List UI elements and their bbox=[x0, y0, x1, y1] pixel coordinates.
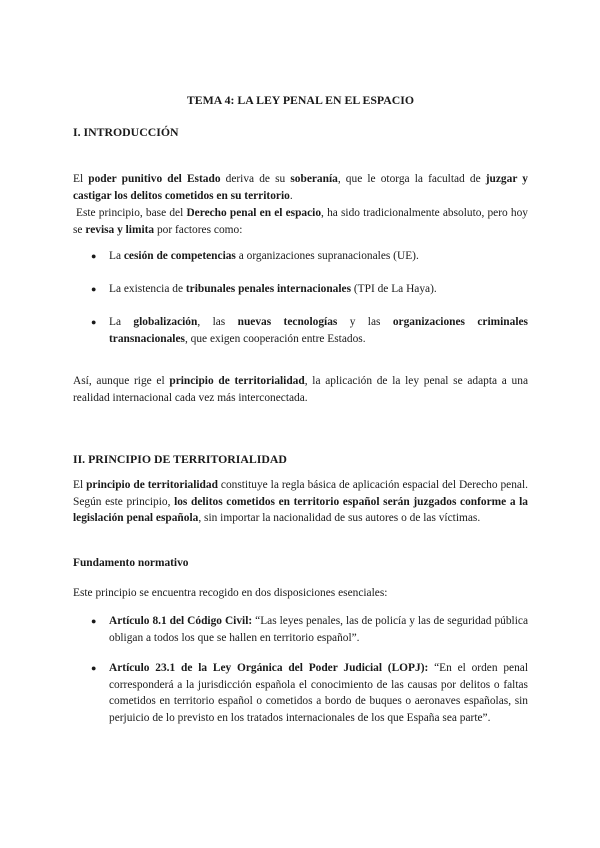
intro-paragraph-1 bbox=[73, 171, 528, 204]
text-run: “En el orden penal corresponderá a la jurisdicción española el conocimiento de las causas por delitos o faltas cometidos en territorio español o cometidos a bordo de buques o aeronaves españolas, sin perjuicio de lo previsto en los tratados internacionales de los que España sea parte”. bbox=[109, 662, 529, 724]
bold-text-run: poder punitivo del Estado bbox=[88, 173, 221, 185]
bullet-dot-icon: ● bbox=[91, 317, 97, 327]
text-run: , la aplicación de la ley penal se adapta a una realidad internacional cada vez más interconectada. bbox=[73, 375, 528, 404]
bullet-dot-icon: ● bbox=[91, 251, 97, 261]
text-run: El bbox=[73, 479, 87, 491]
text-run: por factores como: bbox=[154, 223, 243, 236]
territoriality-paragraph-1 bbox=[73, 477, 528, 527]
intro-bullet-2-text bbox=[109, 281, 528, 298]
bold-text-run: organizaciones criminales transnacionales bbox=[109, 316, 528, 345]
bold-text-run: principio de territorialidad bbox=[86, 479, 218, 491]
law-bullet-1-text bbox=[109, 613, 528, 646]
bold-text-run: nuevas tecnologías bbox=[237, 316, 338, 328]
bold-text-run: cesión de competencias bbox=[123, 250, 236, 262]
bold-text-run: los delitos cometidos en territorio español serán juzgados conforme a la legislación penal española bbox=[73, 495, 529, 525]
bullet-dot-icon: ● bbox=[91, 663, 97, 673]
text-run: Así, aunque rige el bbox=[73, 375, 170, 387]
text-run: . bbox=[289, 189, 293, 202]
intro-bullet-1-text bbox=[109, 248, 528, 265]
law-bullet-1 bbox=[73, 613, 528, 646]
text-run: y las bbox=[337, 316, 393, 328]
bold-text-run: principio de territorialidad bbox=[169, 375, 305, 387]
text-run: La existencia de bbox=[109, 283, 186, 295]
intro-bullet-2 bbox=[73, 281, 528, 298]
text-run: Este principio se encuentra recogido en dos disposiciones esenciales: bbox=[73, 587, 388, 599]
text-run: La bbox=[109, 316, 134, 328]
text-run: El bbox=[73, 173, 89, 185]
text-run: , las bbox=[197, 316, 238, 328]
intro-paragraph-3 bbox=[73, 373, 528, 406]
intro-bullet-3 bbox=[73, 314, 528, 347]
territoriality-paragraph-2 bbox=[73, 585, 528, 602]
bullet-dot-icon: ● bbox=[91, 284, 97, 294]
text-run: Este principio, base del bbox=[76, 207, 187, 219]
intro-bullet-3-text bbox=[109, 314, 528, 347]
text-run: La bbox=[109, 250, 124, 262]
bold-text-run: tribunales penales internacionales bbox=[185, 283, 352, 295]
bold-text-run: juzgar y castigar los delitos cometidos en su territorio bbox=[73, 173, 528, 202]
bold-text-run: revisa y limita bbox=[85, 223, 155, 236]
section-heading-introduction: I. INTRODUCCIÓN bbox=[73, 125, 179, 139]
bold-text-run: globalización bbox=[133, 316, 198, 328]
bold-text-run: soberanía bbox=[290, 173, 338, 185]
bold-text-run: Artículo 8.1 del Código Civil: bbox=[109, 615, 253, 627]
intro-bullet-1 bbox=[73, 248, 528, 265]
bullet-dot-icon: ● bbox=[91, 616, 97, 626]
law-bullet-2 bbox=[73, 660, 528, 726]
text-run: constituye la regla básica de aplicación espacial del Derecho penal. Según este principio, bbox=[73, 479, 529, 508]
page-title: TEMA 4: LA LEY PENAL EN EL ESPACIO bbox=[186, 93, 415, 107]
text-run: , que le otorga la facultad de bbox=[337, 173, 486, 185]
text-run: “Las leyes penales, las de policía y las de seguridad pública obligan a todos los que se hallen en territorio español”. bbox=[109, 615, 528, 644]
bold-text-run: Derecho penal en el espacio bbox=[186, 207, 322, 219]
text-run: deriva de su bbox=[220, 173, 291, 185]
intro-paragraph-2 bbox=[73, 205, 528, 238]
text-run: (TPI de La Haya). bbox=[351, 283, 437, 295]
text-run: , que exigen cooperación entre Estados. bbox=[184, 332, 366, 345]
text-run: a organizaciones supranacionales (UE). bbox=[235, 250, 419, 262]
section-heading-territoriality: II. PRINCIPIO DE TERRITORIALIDAD bbox=[73, 452, 287, 466]
text-run: , ha sido tradicionalmente absoluto, pero hoy se bbox=[73, 207, 528, 236]
text-run: , sin importar la nacionalidad de sus autores o de las víctimas. bbox=[198, 512, 481, 525]
bold-text-run: Artículo 23.1 de la Ley Orgánica del Poder Judicial (LOPJ): bbox=[109, 662, 429, 674]
subheading-normative-basis: Fundamento normativo bbox=[73, 557, 189, 569]
law-bullet-2-text bbox=[109, 660, 528, 726]
